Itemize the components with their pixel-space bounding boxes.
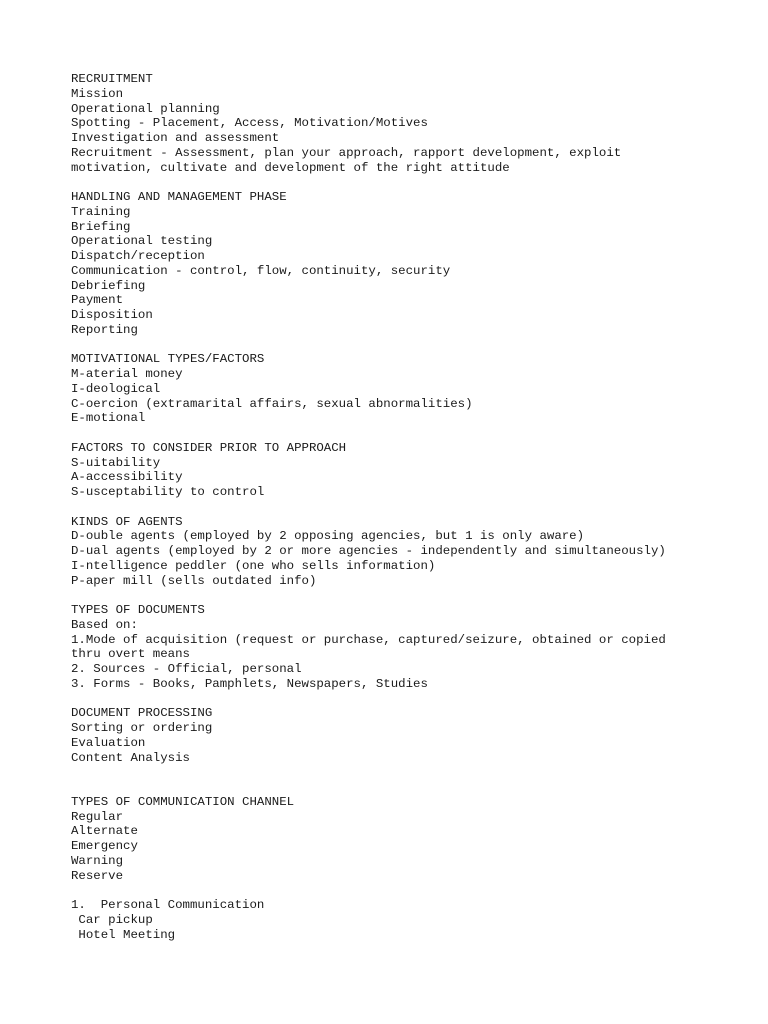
list-item: Dispatch/reception (71, 249, 205, 263)
list-item: Mission (71, 86, 124, 101)
list-item: Reserve (71, 868, 124, 883)
section-heading: TYPES OF DOCUMENTS (71, 603, 205, 617)
section-communication-channel (71, 795, 761, 884)
list-item: Debriefing (71, 278, 146, 293)
list-item: Investigation and assessment (71, 131, 280, 145)
section-heading: DOCUMENT PROCESSING (71, 706, 213, 721)
section-heading: MOTIVATIONAL TYPES/FACTORS (71, 352, 265, 367)
section-heading: FACTORS TO CONSIDER PRIOR TO APPROACH (71, 440, 347, 455)
section-types-of-documents (71, 603, 761, 692)
section-heading: TYPES OF COMMUNICATION CHANNEL (71, 794, 295, 809)
list-item: Training (71, 204, 131, 219)
section-personal-communication (71, 898, 761, 942)
list-item: Disposition (71, 308, 153, 322)
list-item: D-ual agents (employed by 2 or more agencies - independently and simultaneously) (71, 544, 666, 558)
list-item: A-accessibility (71, 470, 183, 485)
list-item: 1.Mode of acquisition (request or purchase, captured/seizure, obtained or copied (71, 632, 666, 647)
list-item: Spotting - Placement, Access, Motivation/Motives (71, 116, 428, 131)
section-heading: KINDS OF AGENTS (71, 514, 183, 529)
list-item: thru overt means (71, 647, 190, 662)
list-item: C-oercion (extramarital affairs, sexual abnormalities) (71, 396, 473, 411)
list-item: Alternate (71, 824, 138, 839)
section-heading: HANDLING AND MANAGEMENT PHASE (71, 190, 287, 204)
list-item: 2. Sources - Official, personal (71, 662, 302, 676)
list-item: I-deological (71, 381, 161, 396)
list-item: Evaluation (71, 735, 146, 750)
list-item: Briefing (71, 219, 131, 234)
list-item: P-aper mill (sells outdated info) (71, 573, 317, 588)
list-item: motivation, cultivate and development of the right attitude (71, 160, 510, 175)
list-item: Payment (71, 293, 124, 308)
list-item: Warning (71, 853, 124, 868)
list-item: Based on: (71, 617, 138, 632)
list-item: S-uitability (71, 455, 161, 470)
section-motivational-types (71, 352, 761, 426)
list-item: S-usceptability to control (71, 485, 265, 499)
list-item: E-motional (71, 411, 146, 426)
list-item: Emergency (71, 839, 138, 853)
list-item: Hotel Meeting (71, 927, 176, 942)
section-kinds-of-agents (71, 515, 761, 589)
section-heading: RECRUITMENT (71, 72, 153, 86)
list-item: Car pickup (71, 912, 153, 927)
section-document-processing (71, 706, 761, 765)
list-item: I-ntelligence peddler (one who sells information) (71, 558, 436, 573)
section-recruitment (71, 72, 761, 175)
list-item: 3. Forms - Books, Pamphlets, Newspapers, Studies (71, 676, 428, 691)
list-item: Operational testing (71, 234, 213, 249)
list-item: Operational planning (71, 101, 220, 116)
list-item: Regular (71, 809, 124, 824)
list-item: Content Analysis (71, 750, 190, 765)
list-item: M-aterial money (71, 367, 183, 381)
section-handling-management (71, 190, 761, 338)
section-factors-prior-approach (71, 441, 761, 500)
list-item: Communication - control, flow, continuity, security (71, 263, 451, 278)
document-page (71, 72, 761, 957)
section-heading: 1. Personal Communication (71, 898, 265, 912)
list-item: D-ouble agents (employed by 2 opposing agencies, but 1 is only aware) (71, 529, 585, 544)
list-item: Sorting or ordering (71, 721, 213, 735)
list-item: Recruitment - Assessment, plan your approach, rapport development, exploit (71, 145, 622, 160)
list-item: Reporting (71, 322, 138, 337)
